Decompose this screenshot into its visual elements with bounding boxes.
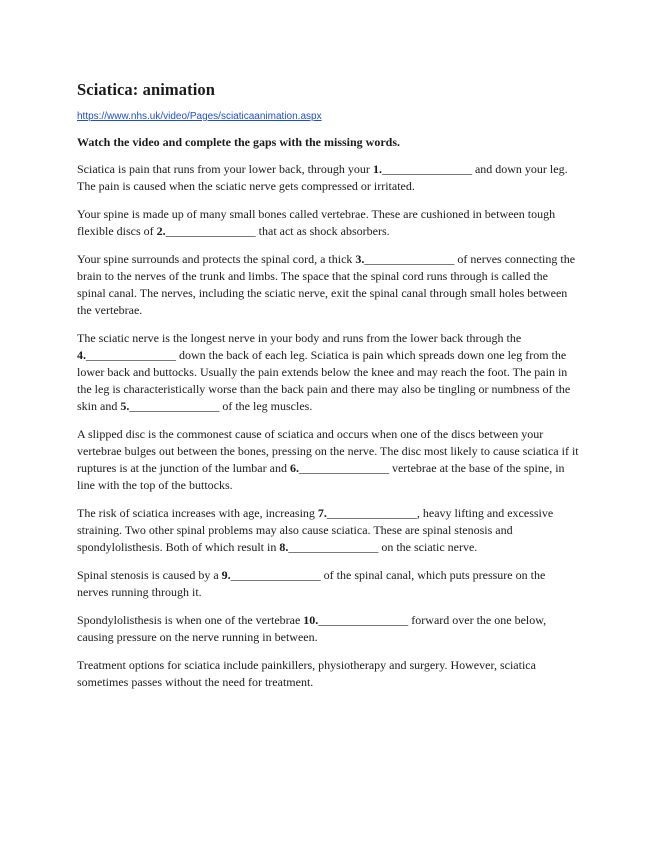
paragraph [77,567,579,601]
paragraph-text: Your spine surrounds and protects the spinal cord, a thick [77,252,356,266]
paragraph-text: Your spine is made up of many small bones called vertebrae. These are cushioned in between tough flexible discs of [77,207,556,238]
gap-blank[interactable] [303,613,408,627]
paragraph-text: The risk of sciatica increases with age, increasing [77,506,318,520]
gap-number: 7. [317,506,327,520]
paragraph-text: A slipped disc is the commonest cause of sciatica and occurs when one of the discs between your vertebrae bulges out between the bones, pressing on the nerve. The disc most likely to cause sciatica if it ruptures is at the junction of the lumbar and [77,427,579,475]
gap-number: 8. [279,540,289,554]
gap-line: _______________ [288,540,379,554]
paragraph-text: , heavy lifting and excessive straining. Two other spinal problems may also cause sciatica. These are spinal stenosis and spondylolisthesis. Both of which result in [77,506,554,554]
video-link[interactable]: https://www.nhs.uk/video/Pages/sciaticaanimation.aspx [77,111,322,122]
instructions-text: Watch the video and complete the gaps with the missing words. [77,135,401,149]
worksheet-content [77,80,579,691]
paragraph [77,330,579,415]
gap-number: 10. [303,613,319,627]
paragraph-text: on the sciatic nerve. [378,540,478,554]
gap-number: 6. [289,461,299,475]
gap-line: _______________ [318,613,409,627]
gap-blank[interactable] [355,252,454,266]
paragraph [77,612,579,646]
gap-blank[interactable] [120,399,219,413]
paragraph-text: of the spinal canal, which puts pressure on the nerves running through it. [77,568,546,599]
paragraph-text: Spinal stenosis is caused by a [77,568,222,582]
gap-number: 9. [221,568,231,582]
gap-blank[interactable] [222,568,321,582]
paragraph-text: Sciatica is pain that runs from your lower back, through your [77,162,373,176]
gap-blank[interactable] [157,224,256,238]
gap-line: _______________ [326,506,417,520]
gap-number: 3. [355,252,365,266]
gap-line: _______________ [298,461,389,475]
paragraph-text: Spondylolisthesis is when one of the vertebrae [77,613,304,627]
paragraph [77,426,579,494]
gap-blank[interactable] [373,162,472,176]
gap-line: _______________ [381,162,472,176]
paragraph-text: down the back of each leg. Sciatica is pain which spreads down one leg from the lower back and buttocks. Usually the pain extends below the knee and may reach the foot. The pain in the leg is characteristically worse than the back pain and there may also be tingling or numbness of the skin and [77,348,571,413]
gap-number: 1. [372,162,382,176]
gap-number: 4. [77,348,86,362]
gap-blank[interactable] [279,540,378,554]
paragraph [77,161,579,195]
paragraph-text: and down your leg. The pain is caused when the sciatic nerve gets compressed or irritated. [77,162,568,193]
gap-blank[interactable] [318,506,417,520]
gap-number: 2. [156,224,166,238]
paragraph [77,251,579,319]
gap-line: _______________ [165,224,256,238]
paragraph-text: of nerves connecting the brain to the nerves of the trunk and limbs. The space that the spinal cord runs through is called the spinal canal. The nerves, including the sciatic nerve, exit the spinal canal through small holes between the vertebrae. [77,252,576,317]
gap-line: _______________ [364,252,455,266]
paragraph-text: vertebrae at the base of the spine, in line with the top of the buttocks. [77,461,565,492]
paragraph [77,206,579,240]
gap-blank[interactable] [77,348,176,362]
gap-line: _______________ [86,348,176,362]
paragraph-text: of the leg muscles. [219,399,313,413]
page-title: Sciatica: animation [77,80,216,99]
paragraph-list [77,161,579,691]
gap-line: _______________ [129,399,220,413]
paragraph-text: Treatment options for sciatica include painkillers, physiotherapy and surgery. However, sciatica sometimes passes without the need for treatment. [77,658,536,689]
paragraph-text: forward over the one below, causing pressure on the nerve running in between. [77,613,547,644]
paragraph [77,657,579,691]
paragraph-text: that act as shock absorbers. [255,224,390,238]
paragraph [77,505,579,556]
paragraph-text: The sciatic nerve is the longest nerve in your body and runs from the lower back through the [77,331,522,345]
gap-blank[interactable] [290,461,389,475]
gap-line: _______________ [230,568,321,582]
gap-number: 5. [120,399,130,413]
